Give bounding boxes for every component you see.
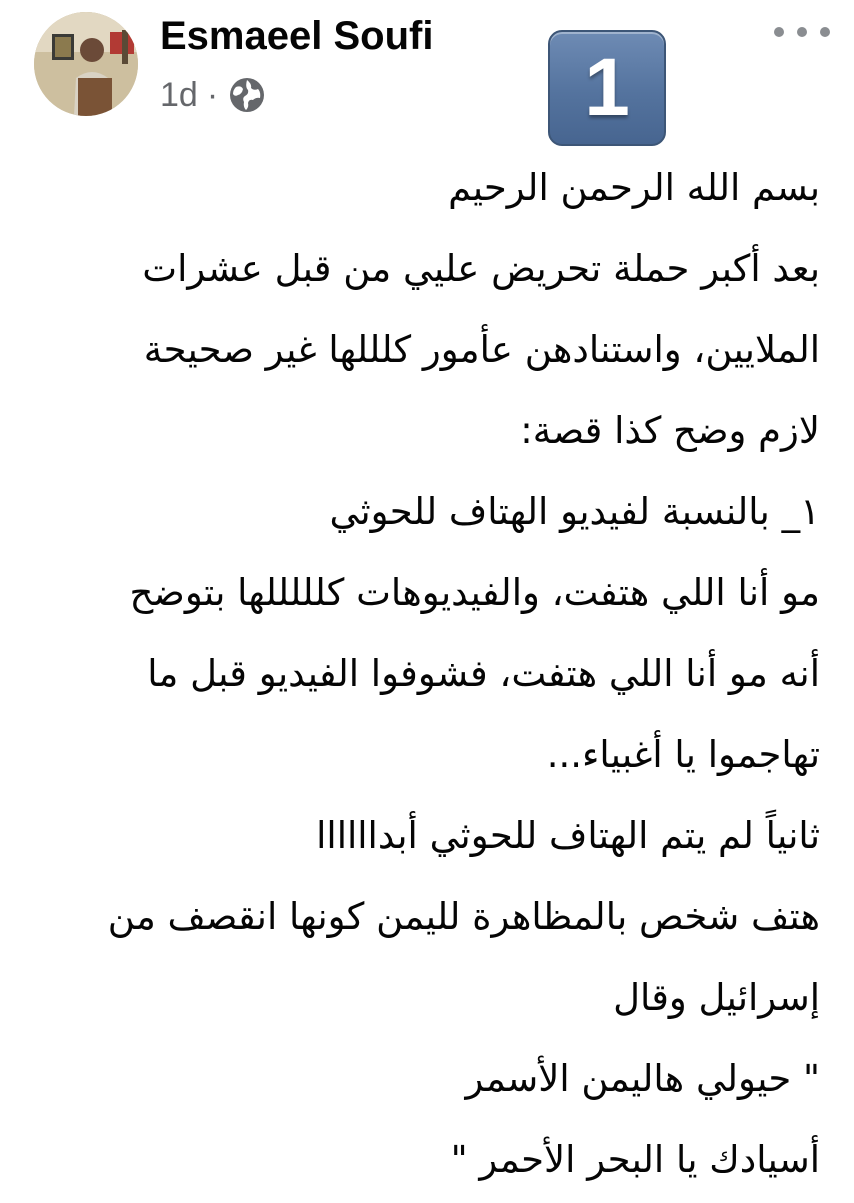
post-line: أنه مو أنا اللي هتفت، فشوفوا الفيديو قبل ما (147, 652, 820, 695)
post-line: مو أنا اللي هتفت، والفيديوهات كلللللها بتوضح (129, 571, 820, 614)
post-meta (160, 70, 267, 120)
post-line: أسيادك يا البحر الأحمر " (450, 1138, 820, 1181)
post-line: ثانياً لم يتم الهتاف للحوثي أبداااااا (316, 814, 820, 857)
post-line: ١_ بالنسبة لفيديو الهتاف للحوثي (329, 490, 820, 533)
badge-number: 1 (584, 42, 630, 133)
globe-icon[interactable] (227, 75, 267, 115)
number-badge (548, 30, 666, 146)
meta-separator: · (206, 75, 219, 114)
dot-icon (797, 27, 807, 37)
post-line: تهاجموا يا أغبياء... (546, 733, 820, 776)
post-timestamp[interactable]: 1d (160, 75, 198, 114)
post-line: لازم وضح كذا قصة: (520, 409, 820, 452)
post-line: إسرائيل وقال (613, 976, 820, 1019)
post-line: " حيولي هاليمن الأسمر (465, 1057, 820, 1100)
post-line: بسم الله الرحمن الرحيم (448, 166, 820, 209)
author-name[interactable]: Esmaeel Soufi (160, 14, 434, 58)
post-text (20, 150, 820, 1203)
dot-icon (774, 27, 784, 37)
dot-icon (820, 27, 830, 37)
author-avatar[interactable] (34, 12, 138, 116)
post-line: الملايين، واستنادهن عأمور كلللها غير صحيحة (143, 328, 820, 371)
post-line: هتف شخص بالمظاهرة لليمن كونها انقصف من (107, 895, 820, 938)
more-options-icon[interactable] (774, 18, 830, 46)
post-line: بعد أكبر حملة تحريض عليي من قبل عشرات (142, 247, 820, 290)
